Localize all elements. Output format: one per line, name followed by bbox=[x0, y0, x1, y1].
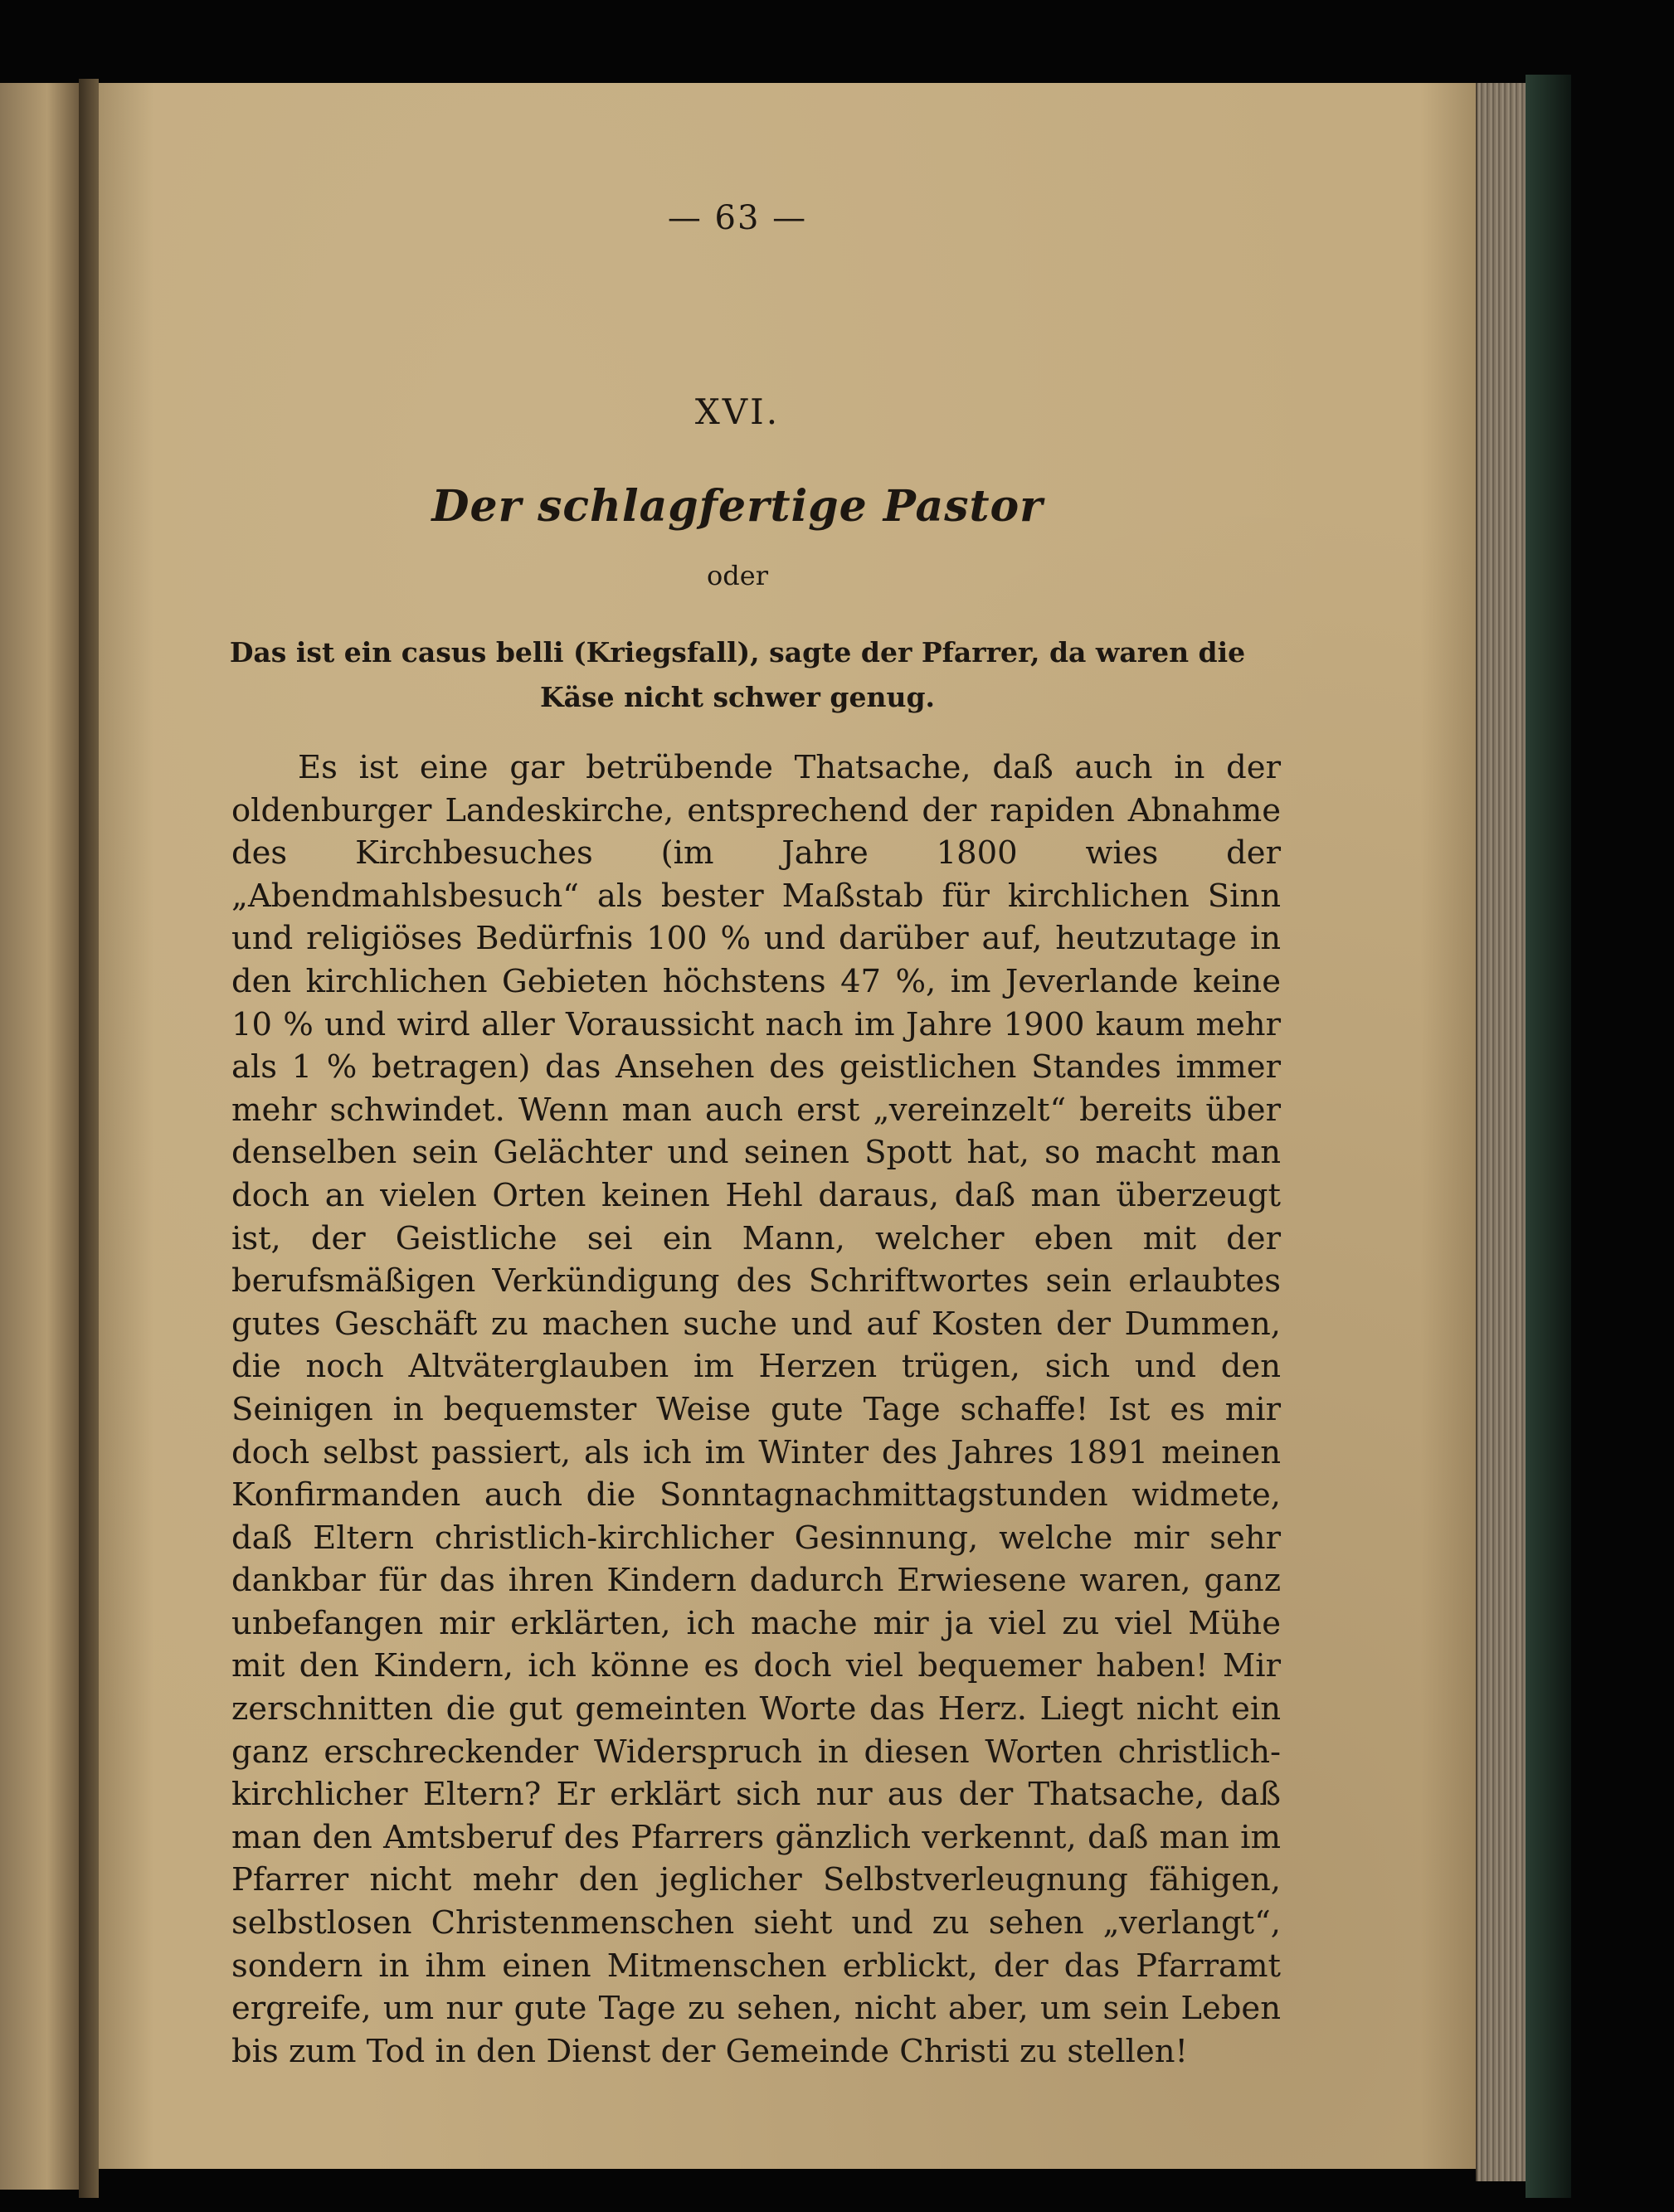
title-connector: oder bbox=[707, 560, 768, 591]
page-text-area bbox=[99, 83, 1476, 2169]
chapter-number: XVI. bbox=[694, 391, 781, 432]
book-cover-edge bbox=[1526, 75, 1571, 2198]
page-number-header: — 63 — bbox=[667, 199, 808, 237]
left-page-edge bbox=[0, 83, 81, 2190]
chapter-title: Der schlagfertige Pastor bbox=[431, 481, 1044, 532]
page-stack-edges bbox=[1476, 83, 1527, 2181]
body-paragraph: Es ist eine gar betrübende Thatsache, daß auch in der oldenburger Landeskirche, entsprechend der rapiden Abnahme des Kirchbesuches (im Jahre 1800 wies der „Abendmahlsbesuch“ als bester Maßstab für kirchlichen Sinn und religiöses Bedürfnis 100 % und darüber auf, heutzutage in den kirchlichen Gebieten höchstens 47 %, im Jeverlande keine 10 % und wird aller Voraussicht nach im Jahre 1900 kaum mehr als 1 % betragen) das Ansehen des geistlichen Standes immer mehr schwindet. Wenn man auch erst „vereinzelt“ bereits über denselben sein Gelächter und seinen Spott hat, so macht man doch an vielen Orten keinen Hehl daraus, daß man überzeugt ist, der Geistliche sei ein Mann, welcher eben mit der berufsmäßigen Verkündigung des Schriftwortes sein erlaubtes gutes Geschäft zu machen suche und auf Kosten der Dummen, die noch Altväterglauben im Herzen trügen, sich und den Seinigen in bequemster Weise gute Tage schaffe! Ist es mir doch selbst passiert, als ich im Winter des Jahres 1891 meinen Konfirmanden auch die Sonntagnachmittagstunden widmete, daß Eltern christlich-kirchlicher Gesinnung, welche mir sehr dankbar für das ihren Kindern dadurch Erwiesene waren, ganz unbefangen mir erklärten, ich mache mir ja viel zu viel Mühe mit den Kindern, ich könne es doch viel bequemer haben! Mir zerschnitten die gut gemeinten Worte das Herz. Liegt nicht ein ganz erschreckender Widerspruch in diesen Worten christlich-kirchlicher Eltern? Er erklärt sich nur aus der Thatsache, daß man den Amtsberuf des Pfarrers gänzlich verkennt, daß man im Pfarrer nicht mehr den jeglicher Selbstverleugnung fähigen, selbstlosen Christenmenschen sieht und zu sehen „verlangt“, sondern in ihm einen Mitmenschen erblickt, der das Pfarramt ergreife, um nur gute Tage zu sehen, nicht aber, um sein Leben bis zum Tod in den Dienst der Gemeinde Christi zu stellen! bbox=[231, 749, 1281, 2070]
book-gutter bbox=[79, 79, 99, 2198]
chapter-subtitle: Das ist ein casus belli (Kriegsfall), sagte der Pfarrer, da waren die Käse nicht schwer genug. bbox=[229, 636, 1246, 713]
